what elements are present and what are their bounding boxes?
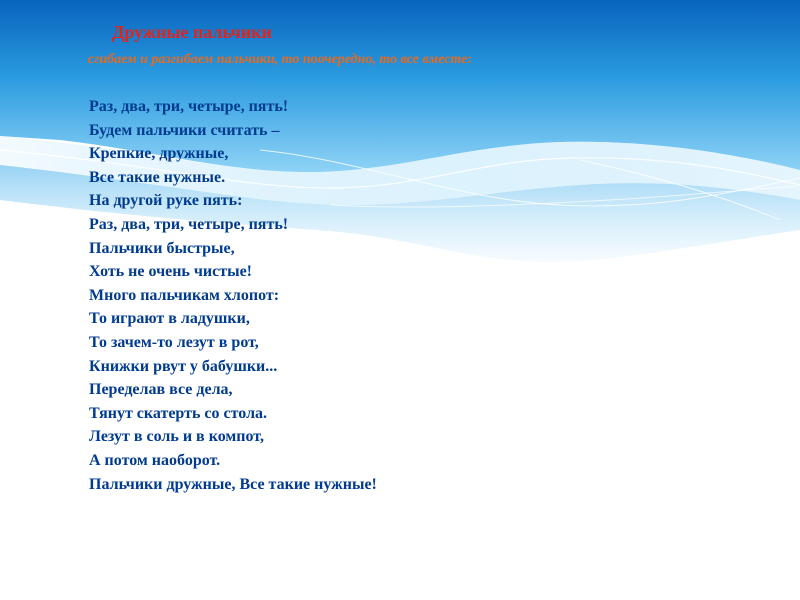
poem-line: Будем пальчики считать –	[89, 121, 280, 139]
poem-line: Книжки рвут у бабушки...	[89, 357, 278, 375]
poem-line: Тянут скатерть со стола.	[89, 404, 268, 422]
poem-line: Переделав все дела,	[89, 381, 233, 399]
poem-line: А потом наоборот.	[89, 451, 221, 469]
poem-line: Пальчики дружные, Все такие нужные!	[89, 475, 377, 493]
poem-line: Пальчики быстрые,	[89, 239, 235, 257]
poem-line: Все такие нужные.	[89, 168, 226, 186]
poem-line: Хоть не очень чистые!	[89, 263, 253, 281]
poem-line: То зачем-то лезут в рот,	[89, 333, 259, 351]
poem-line: Крепкие, дружные,	[89, 145, 229, 163]
poem-line: Много пальчикам хлопот:	[89, 286, 280, 304]
poem-line: То играют в ладушки,	[89, 310, 250, 328]
poem-line: На другой руке пять:	[89, 192, 243, 210]
instruction-text: сгибаем и разгибаем пальчики, то поочередно, то все вместе:	[88, 52, 473, 67]
poem-text	[89, 95, 377, 496]
slide-title: Дружные пальчики	[112, 22, 272, 42]
poem-line: Лезут в соль и в компот,	[89, 428, 264, 446]
poem-line: Раз, два, три, четыре, пять!	[89, 215, 289, 233]
poem-line: Раз, два, три, четыре, пять!	[89, 98, 289, 115]
